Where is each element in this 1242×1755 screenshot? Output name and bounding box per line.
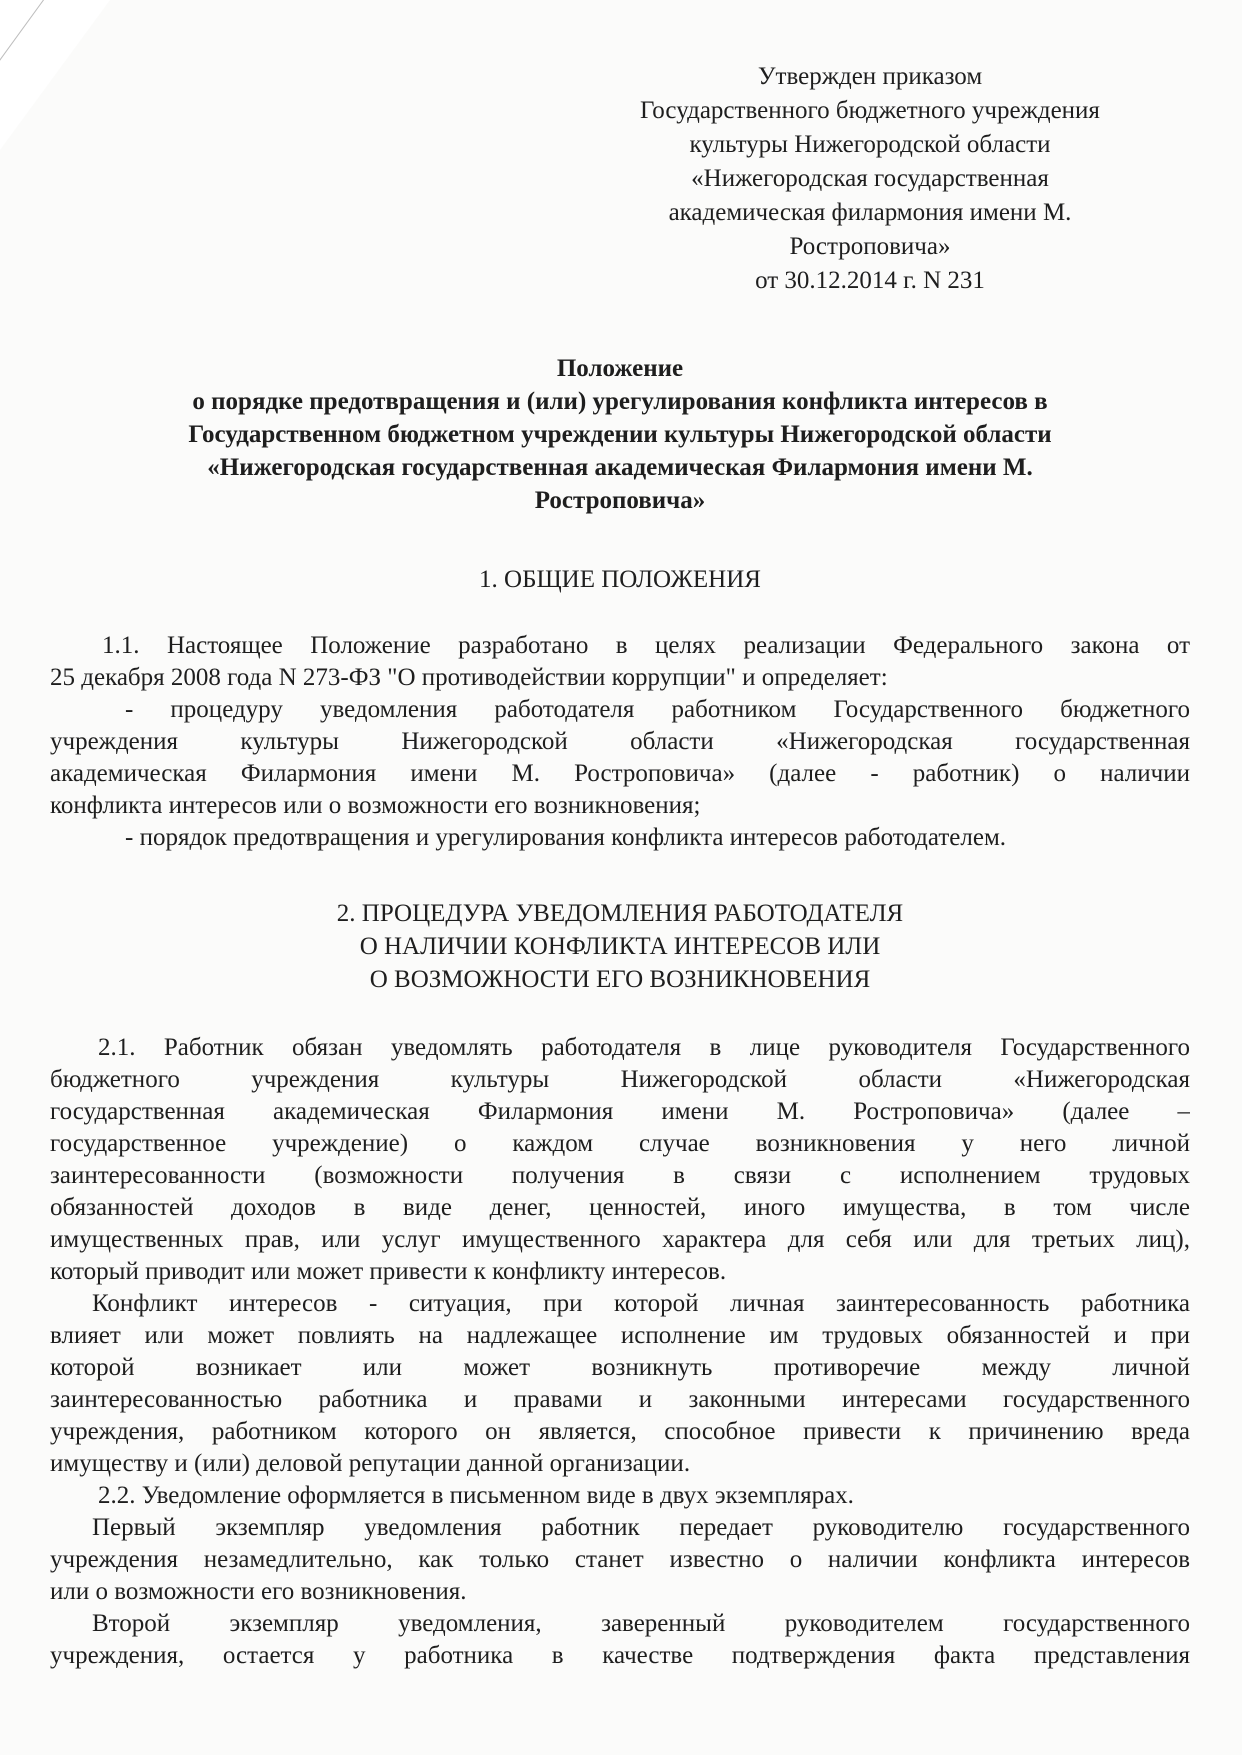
section-2-body [50, 1032, 1190, 1672]
text-line: государственная академическая Филармония имени М. Ростроповича» (далее – [50, 1098, 1190, 1125]
text-line: - процедуру уведомления работодателя работником Государственного бюджетного [125, 696, 1190, 723]
approval-line: от 30.12.2014 г. N 231 [755, 267, 985, 294]
text-line: учреждения, работником которого он является, способное привести к причинению вреда [50, 1418, 1190, 1445]
approval-block [610, 60, 1130, 298]
text-line: Конфликт интересов - ситуация, при которой личная заинтересованность работника [92, 1290, 1190, 1317]
text-line: учреждения, остается у работника в качестве подтверждения факта представления [50, 1642, 1190, 1669]
text-line: имущественных прав, или услуг имущественного характера для себя или для третьих лиц), [50, 1226, 1190, 1253]
text-line: заинтересованностью работника и правами и законными интересами государственного [50, 1386, 1190, 1413]
text-line: учреждения незамедлительно, как только станет известно о наличии конфликта интересов [50, 1546, 1190, 1573]
text-line: государственное учреждение) о каждом случае возникновения у него личной [50, 1130, 1190, 1157]
section-1-heading [60, 563, 1180, 596]
text-line: имуществу и (или) деловой репутации данной организации. [50, 1450, 691, 1477]
text-line: 1.1. Настоящее Положение разработано в целях реализации Федерального закона от [102, 632, 1190, 659]
text-line: которой возникает или может возникнуть противоречие между личной [50, 1354, 1190, 1381]
title-line: Положение [556, 355, 684, 382]
section-heading-line: 1. ОБЩИЕ ПОЛОЖЕНИЯ [479, 566, 761, 593]
title-line: Ростроповича» [534, 487, 706, 514]
title-line: Государственном бюджетном учреждении культуры Нижегородской области [188, 421, 1052, 448]
text-line: 2.1. Работник обязан уведомлять работодателя в лице руководителя Государственного [98, 1034, 1190, 1061]
text-line: учреждения культуры Нижегородской области «Нижегородская государственная [50, 728, 1190, 755]
text-line: обязанностей доходов в виде денег, ценностей, иного имущества, в том числе [50, 1194, 1190, 1221]
text-line: Второй экземпляр уведомления, заверенный руководителем государственного [92, 1610, 1190, 1637]
text-line: влияет или может повлиять на надлежащее исполнение им трудовых обязанностей и при [50, 1322, 1190, 1349]
text-line: заинтересованности (возможности получения в связи с исполнением трудовых [50, 1162, 1190, 1189]
folded-corner [0, 0, 110, 150]
title-line: «Нижегородская государственная академическая Филармония имени М. [207, 454, 1033, 481]
text-line: бюджетного учреждения культуры Нижегородской области «Нижегородская [50, 1066, 1190, 1093]
section-heading-line: 2. ПРОЦЕДУРА УВЕДОМЛЕНИЯ РАБОТОДАТЕЛЯ [336, 900, 904, 927]
section-2-heading [60, 897, 1180, 996]
text-line: который приводит или может привести к конфликту интересов. [50, 1258, 727, 1285]
text-line: - порядок предотвращения и урегулирования конфликта интересов работодателем. [125, 824, 1007, 851]
text-line: академическая Филармония имени М. Ростроповича» (далее - работник) о наличии [50, 760, 1190, 787]
text-line: Первый экземпляр уведомления работник передает руководителю государственного [92, 1514, 1190, 1541]
document-title [60, 352, 1180, 517]
section-heading-line: О НАЛИЧИИ КОНФЛИКТА ИНТЕРЕСОВ ИЛИ [359, 933, 881, 960]
text-line: или о возможности его возникновения. [50, 1578, 467, 1605]
text-line: конфликта интересов или о возможности его возникновения; [50, 792, 701, 819]
approval-line: культуры Нижегородской области [689, 131, 1051, 158]
approval-line: Ростроповича» [789, 233, 951, 260]
section-heading-line: О ВОЗМОЖНОСТИ ЕГО ВОЗНИКНОВЕНИЯ [369, 966, 871, 993]
text-line: 25 декабря 2008 года N 273-ФЗ "О противодействии коррупции" и определяет: [50, 664, 888, 691]
title-line: о порядке предотвращения и (или) урегулирования конфликта интересов в [192, 388, 1048, 415]
text-line: 2.2. Уведомление оформляется в письменном виде в двух экземплярах. [98, 1482, 854, 1509]
approval-line: академическая филармония имени М. [668, 199, 1072, 226]
approval-line: Государственного бюджетного учреждения [640, 97, 1100, 124]
section-1-body [50, 630, 1190, 854]
approval-line: «Нижегородская государственная [691, 165, 1049, 192]
approval-line: Утвержден приказом [757, 63, 983, 90]
